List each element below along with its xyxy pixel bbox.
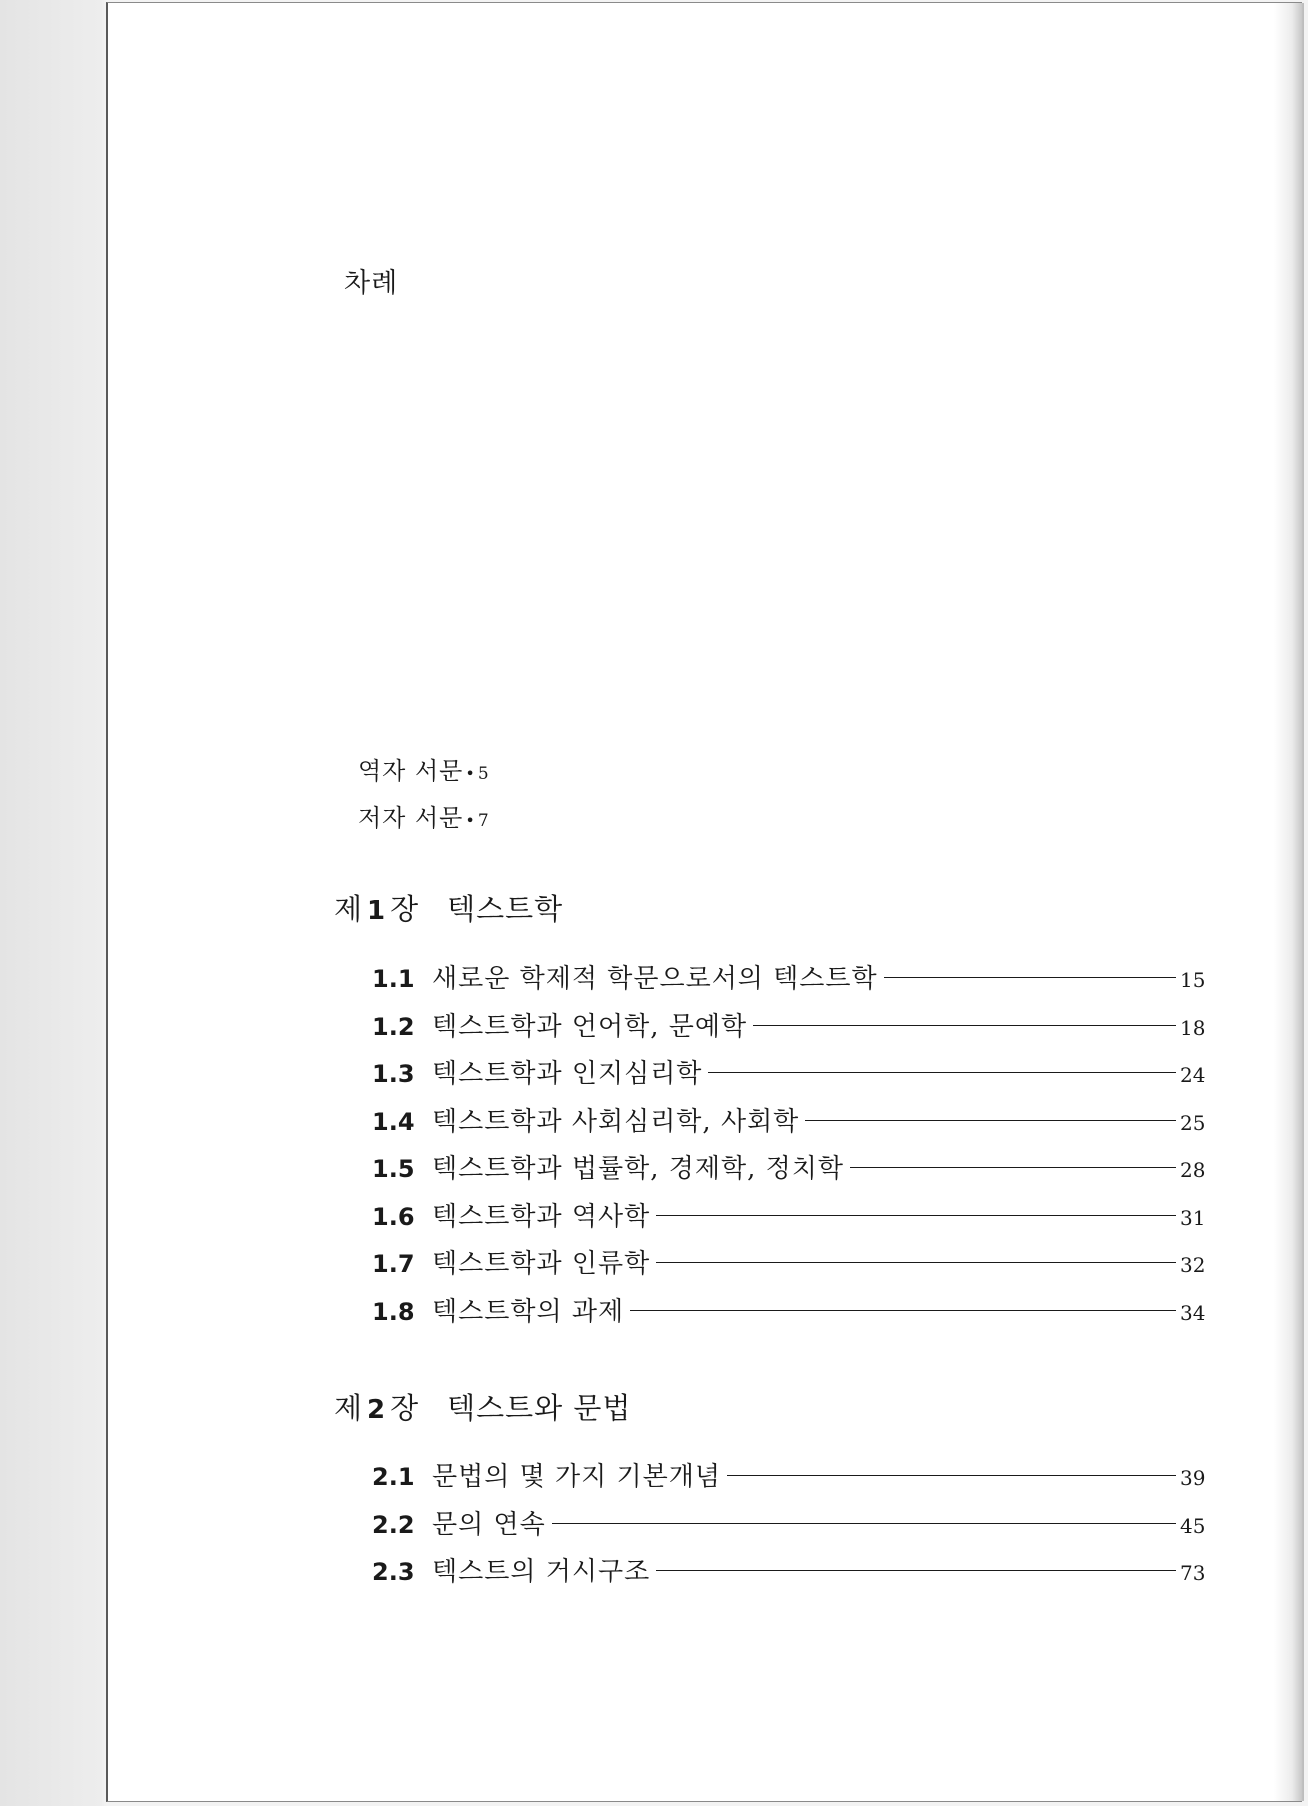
section-number: 1.8: [372, 1297, 415, 1326]
section-page: 39: [1180, 1466, 1206, 1490]
section-page: 31: [1180, 1205, 1206, 1230]
section-page: 25: [1180, 1110, 1206, 1135]
toc-entry[interactable]: [372, 1053, 1212, 1101]
toc-entry[interactable]: [372, 1243, 1212, 1291]
section-title: 텍스트학과 법률학, 경제학, 정치학: [432, 1154, 844, 1184]
toc-entry[interactable]: [372, 1551, 1212, 1599]
document-page: [106, 2, 1302, 1802]
section-number: 2.3: [372, 1558, 415, 1586]
prelim-title: 역자 서문: [358, 757, 464, 785]
toc-entry[interactable]: [372, 1291, 1212, 1339]
leader-line: [727, 1475, 1176, 1476]
toc-entry[interactable]: [372, 1101, 1212, 1149]
section-number: 1.2: [372, 1012, 415, 1041]
chapter-prefix: 제: [334, 892, 364, 926]
leader-line: [656, 1570, 1176, 1571]
section-page: 18: [1180, 1015, 1206, 1040]
leader-line: [708, 1072, 1176, 1073]
chapter-suffix: 장: [390, 1391, 420, 1425]
section-number: 1.7: [372, 1250, 415, 1278]
section-page: 24: [1180, 1063, 1206, 1087]
page-edge-shadow: [1274, 3, 1304, 1801]
chapter-number: 1: [367, 896, 387, 926]
section-page: 34: [1180, 1300, 1206, 1325]
prelim-title: 저자 서문: [358, 804, 464, 832]
chapter-number: 2: [367, 1395, 387, 1425]
toc-entry[interactable]: [372, 1456, 1212, 1504]
prelim-entry: [358, 798, 490, 833]
section-number: 2.2: [372, 1510, 415, 1539]
leader-line: [805, 1120, 1176, 1121]
prelim-page: 5: [477, 764, 490, 784]
toc-heading: 차례: [344, 268, 399, 299]
chapter-2-section-list: [372, 1456, 1212, 1599]
leader-line: [552, 1523, 1176, 1524]
chapter-suffix: 장: [390, 892, 420, 926]
section-title: 문법의 몇 가지 기본개념: [432, 1462, 721, 1492]
toc-entry[interactable]: [372, 1006, 1212, 1054]
section-title: 텍스트학과 언어학, 문예학: [432, 1011, 748, 1042]
section-page: 32: [1180, 1253, 1206, 1277]
chapter-prefix: 제: [334, 1391, 364, 1425]
section-number: 1.5: [372, 1155, 415, 1183]
section-number: 1.1: [372, 965, 415, 993]
prelim-entry: [358, 751, 490, 786]
chapter-heading: [334, 887, 563, 928]
leader-line: [630, 1310, 1176, 1311]
section-page: 45: [1180, 1513, 1206, 1538]
section-title: 텍스트학의 과제: [432, 1296, 625, 1327]
section-number: 1.4: [372, 1107, 415, 1136]
section-number: 1.3: [372, 1060, 415, 1088]
leader-line: [656, 1262, 1176, 1263]
section-page: 28: [1180, 1158, 1206, 1182]
toc-entry[interactable]: [372, 1504, 1212, 1552]
chapter-title: 텍스트와 문법: [447, 1391, 632, 1425]
toc-entry[interactable]: [372, 1196, 1212, 1244]
section-number: 1.6: [372, 1202, 415, 1231]
chapter-title: 텍스트학: [447, 892, 564, 926]
section-title: 텍스트의 거시구조: [432, 1557, 651, 1587]
section-number: 2.1: [372, 1463, 415, 1491]
section-title: 문의 연속: [432, 1509, 546, 1540]
section-title: 텍스트학과 역사학: [432, 1201, 651, 1232]
leader-line: [753, 1025, 1176, 1026]
section-title: 텍스트학과 사회심리학, 사회학: [432, 1106, 800, 1137]
prelim-page: 7: [477, 811, 490, 831]
leader-line: [850, 1167, 1176, 1168]
toc-entry[interactable]: [372, 1148, 1212, 1196]
prelim-separator: •: [465, 811, 476, 830]
section-title: 새로운 학제적 학문으로서의 텍스트학: [432, 964, 878, 994]
chapter-heading: [334, 1386, 631, 1427]
leader-line: [656, 1215, 1176, 1216]
section-title: 텍스트학과 인지심리학: [432, 1059, 703, 1089]
section-title: 텍스트학과 인류학: [432, 1249, 651, 1279]
toc-entry[interactable]: [372, 958, 1212, 1006]
leader-line: [884, 977, 1176, 978]
section-page: 73: [1180, 1561, 1206, 1585]
prelim-separator: •: [465, 764, 476, 783]
chapter-1-section-list: [372, 958, 1212, 1338]
section-page: 15: [1180, 968, 1206, 992]
